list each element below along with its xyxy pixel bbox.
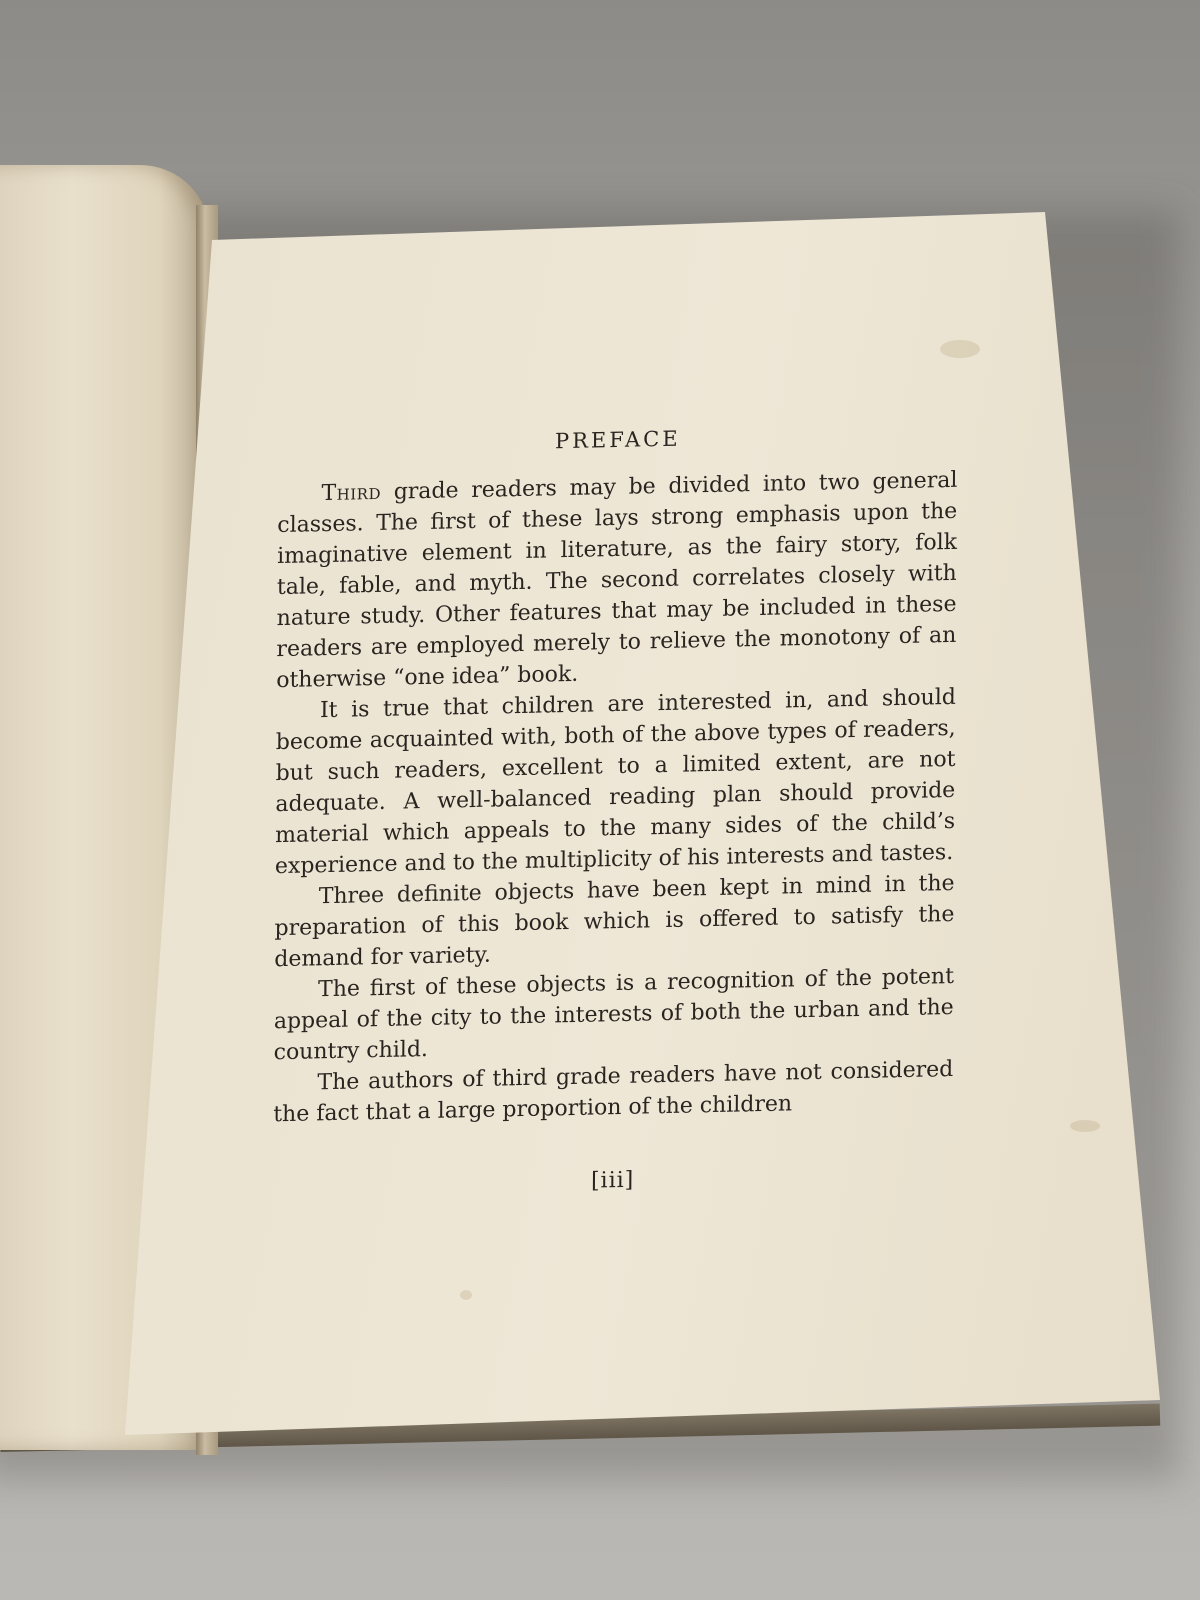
paragraph-1-body: grade readers may be divided into two general classes. The first of these lays strong emphasis upon the imaginative element in literature, as the fairy story, folk tale, fable, and myth. The second correlates closely with nature study. Other features that may be included in these readers are employed merely to relieve the monotony of an otherwise “one idea” book.: [276, 467, 958, 694]
paragraph-1-lead: Third: [321, 479, 382, 507]
paragraph-2: It is true that children are interested in, and should become acquainted with, both of the above types of readers, but such readers, excellent to a limited extent, are not adequate. A well-balanced reading plan should provide material which appeals to the many sides of the child’s experience and to the multiplicity of his interests and tastes.: [274, 684, 956, 880]
page-number: [iii]: [590, 1167, 635, 1194]
page-stain: [940, 340, 980, 358]
page-text-block: [273, 418, 958, 1204]
paragraph-1: [276, 465, 957, 696]
paragraph-5: The authors of third grade readers have not considered the fact that a large proportion of the children: [273, 1056, 954, 1128]
paragraph-3: Three definite objects have been kept in mind in the preparation of this book which is offered to satisfy the demand for variety.: [274, 870, 955, 973]
page-heading: PREFACE: [554, 426, 681, 454]
page-stain: [460, 1290, 472, 1300]
page-stain: [1070, 1120, 1100, 1132]
paragraph-4: The first of these objects is a recognition of the potent appeal of the city to the interests of both the urban and the country child.: [273, 963, 955, 1066]
